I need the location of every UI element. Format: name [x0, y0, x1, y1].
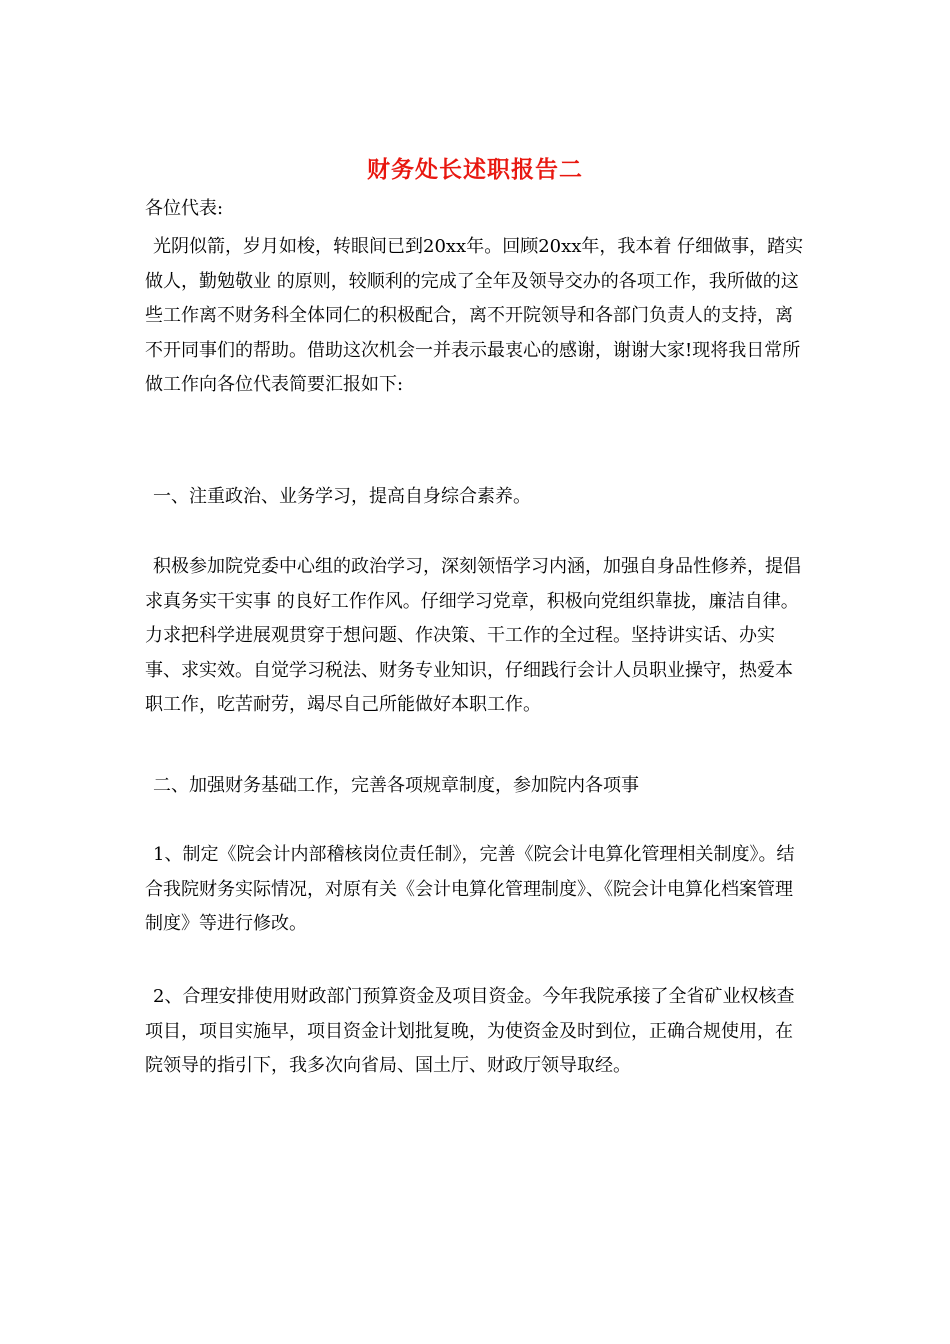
paragraph-intro: 光阴似箭，岁月如梭，转眼间已到20xx年。回顾20xx年，我本着 仔细做事，踏实做人，勤勉敬业 的原则，较顺利的完成了全年及领导交办的各项工作，我所做的这些工作离不财务科全体同仁的积极配合，离不开院领导和各部门负责人的支持，离不开同事们的帮助。借助这次机会一并表示最衷心的感谢，谢谢大家!现将我日常所做工作向各位代表简要汇报如下:: [145, 236, 804, 395]
document-title: 财务处长述职报告二: [367, 156, 583, 183]
paragraph-study: 积极参加院党委中心组的政治学习，深刻领悟学习内涵，加强自身品性修养，提倡 求真务实干实事 的良好工作作风。仔细学习党章，积极向党组织靠拢，廉洁自律。力求把科学进展观贯穿于想问题、作决策、干工作的全过程。坚持讲实话、办实事、求实效。自觉学习税法、财务专业知识，仔细践行会计人员职业操守，热爱本职工作，吃苦耐劳，竭尽自己所能做好本职工作。: [145, 556, 801, 715]
section-heading-2: 二、加强财务基础工作，完善各项规章制度，参加院内各项事: [153, 775, 639, 796]
section-heading-1: 一、注重政治、业务学习，提高自身综合素养。: [153, 486, 531, 507]
paragraph-item-1: 1、制定《院会计内部稽核岗位责任制》，完善《院会计电算化管理相关制度》。结合我院财务实际情况，对原有关《会计电算化管理制度》、《院会计电算化档案管理制度》等进行修改。: [145, 844, 795, 934]
greeting: 各位代表:: [145, 198, 224, 219]
paragraph-item-2: 2、合理安排使用财政部门预算资金及项目资金。今年我院承接了全省矿业权核查项目，项目实施早，项目资金计划批复晚，为使资金及时到位，正确合规使用，在院领导的指引下，我多次向省局、国土厅、财政厅领导取经。: [145, 986, 795, 1076]
